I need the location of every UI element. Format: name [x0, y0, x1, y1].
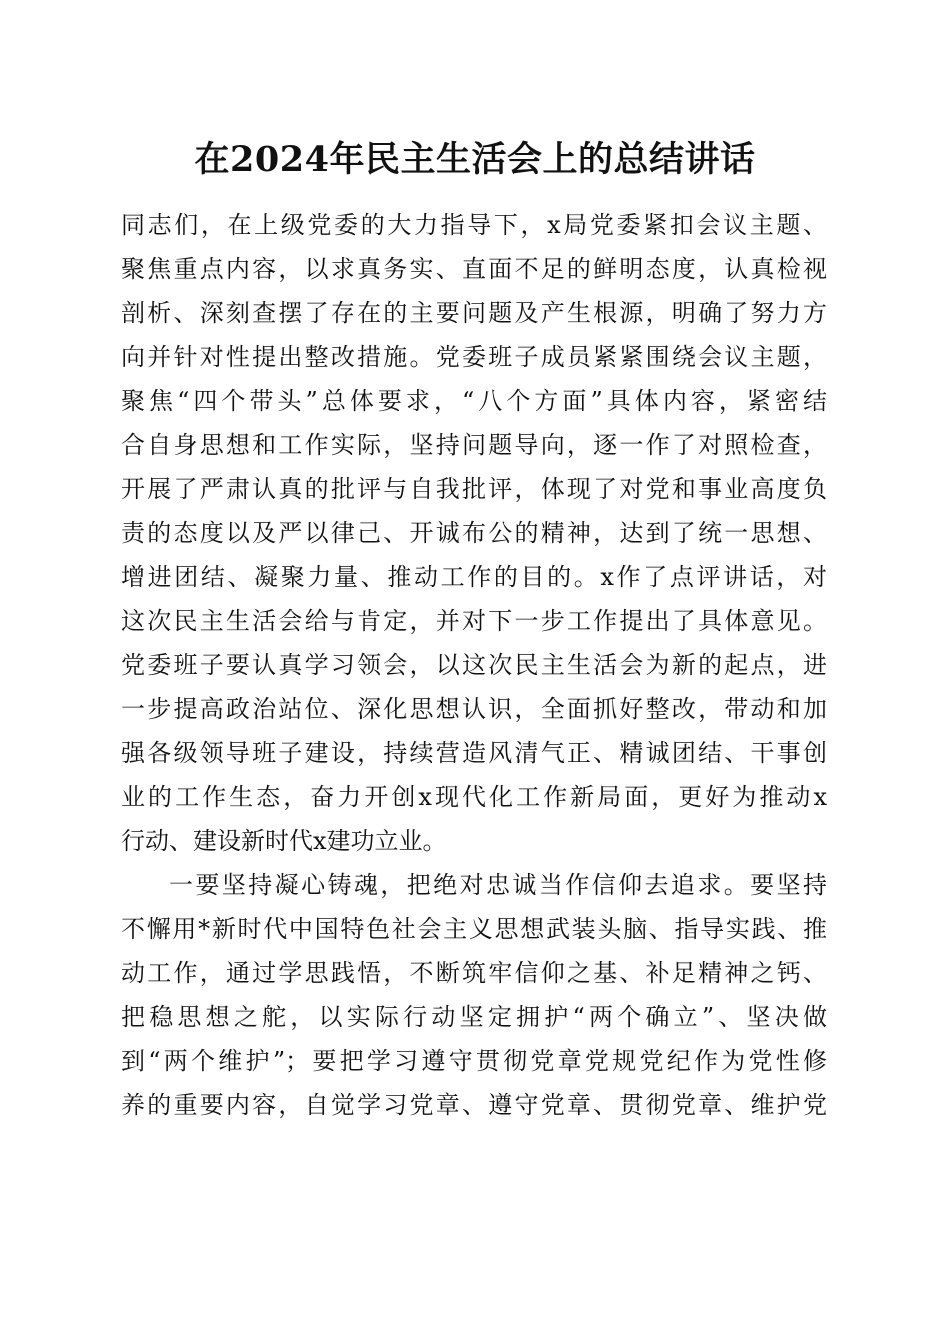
text-line: 一要坚持凝心铸魂，把绝对忠诚当作信仰去追求。要坚持 — [169, 871, 827, 899]
text-line: 同志们，在上级党委的大力指导下，x局党委紧扣会议主题、 — [121, 211, 827, 239]
text-line: 不懈用*新时代中国特色社会主义思想武装头脑、指导实践、推 — [121, 915, 827, 943]
text-line: 行动、建设新时代x建功立业。 — [121, 827, 447, 855]
text-line: 增进团结、凝聚力量、推动工作的目的。x作了点评讲话，对 — [121, 563, 827, 591]
text-line: 党委班子要认真学习领会，以这次民主生活会为新的起点，进 — [121, 651, 827, 679]
text-line: 向并针对性提出整改措施。党委班子成员紧紧围绕会议主题， — [121, 343, 827, 371]
paragraph-2 — [121, 863, 827, 1127]
text-line: 强各级领导班子建设，持续营造风清气正、精诚团结、干事创 — [121, 739, 827, 767]
text-line: 责的态度以及严以律己、开诚布公的精神，达到了统一思想、 — [121, 519, 827, 547]
text-line: 开展了严肃认真的批评与自我批评，体现了对党和事业高度负 — [121, 475, 827, 503]
text-line: 把稳思想之舵，以实际行动坚定拥护“两个确立”、坚决做 — [121, 1003, 827, 1031]
text-line: 聚焦重点内容，以求真务实、直面不足的鲜明态度，认真检视 — [121, 255, 827, 283]
document-body — [121, 203, 827, 1127]
text-line: 养的重要内容，自觉学习党章、遵守党章、贯彻党章、维护党 — [121, 1091, 827, 1119]
text-line: 一步提高政治站位、深化思想认识，全面抓好整改，带动和加 — [121, 695, 827, 723]
text-line: 业的工作生态，奋力开创x现代化工作新局面，更好为推动x — [121, 783, 827, 811]
text-line: 剖析、深刻查摆了存在的主要问题及产生根源，明确了努力方 — [121, 299, 827, 327]
text-line: 聚焦“四个带头”总体要求，“八个方面”具体内容，紧密结 — [121, 387, 827, 415]
paragraph-1 — [121, 203, 827, 863]
text-line: 动工作，通过学思践悟，不断筑牢信仰之基、补足精神之钙、 — [121, 959, 827, 987]
document-title: 在2024年民主生活会上的总结讲话 — [194, 139, 756, 180]
text-line: 到“两个维护”；要把学习遵守贯彻党章党规党纪作为党性修 — [121, 1047, 827, 1075]
text-line: 这次民主生活会给与肯定，并对下一步工作提出了具体意见。 — [121, 607, 827, 635]
text-line: 合自身思想和工作实际，坚持问题导向，逐一作了对照检查， — [121, 431, 827, 459]
